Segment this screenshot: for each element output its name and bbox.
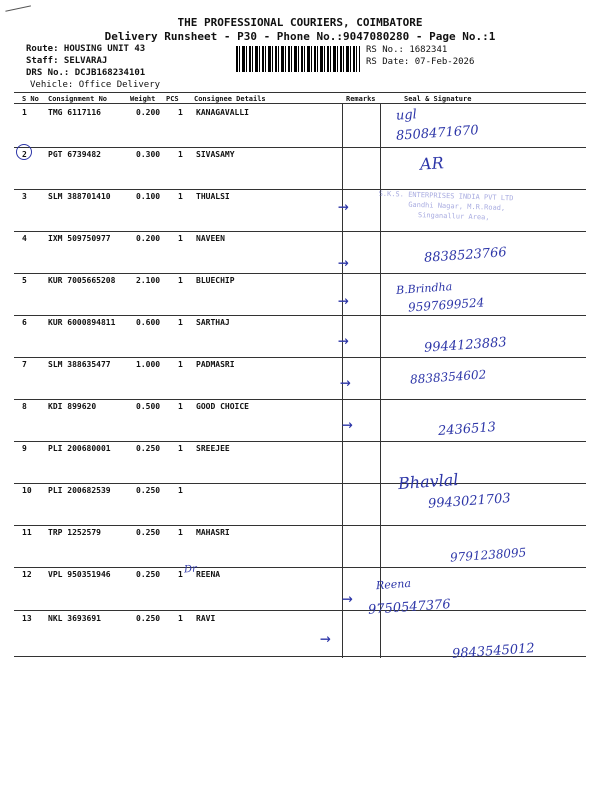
row-sno: 12: [22, 570, 32, 579]
route-text: Route: HOUSING UNIT 43: [26, 44, 146, 54]
row-consignment-no: KDI 899620: [48, 402, 97, 411]
col-header-sno: S No: [22, 95, 39, 103]
arrow-6: →: [338, 330, 349, 351]
row-weight: 0.250: [136, 570, 161, 579]
row-divider: [14, 315, 586, 316]
drs-text: DRS No.: DCJB168234101: [26, 68, 146, 78]
rs-date: RS Date: 07-Feb-2026: [366, 57, 475, 67]
row-consignment-no: NKL 3693691: [48, 614, 101, 623]
row-consignment-no: IXM 509750977: [48, 234, 111, 243]
row-divider: [14, 525, 586, 526]
row-consignment-no: KUR 6000894811: [48, 318, 116, 327]
row-consignee: RAVI: [196, 614, 216, 623]
stamp-line-2: Gandhi Nagar, M.R.Road,: [408, 200, 506, 213]
signature-divider: [380, 103, 381, 658]
row-divider: [14, 441, 586, 442]
row-divider: [14, 189, 586, 190]
signature-1-name: ugl: [395, 107, 418, 124]
row-sno: 8: [22, 402, 27, 411]
company-title: THE PROFESSIONAL COURIERS, COIMBATORE: [177, 16, 423, 29]
row-pcs: 1: [178, 318, 183, 327]
row-divider: [14, 357, 586, 358]
row-consignment-no: PLI 200680001: [48, 444, 111, 453]
arrow-5: →: [338, 290, 349, 311]
signature-5-name: B.Brindha: [395, 280, 453, 297]
rs-number: RS No.: 1682341: [366, 45, 448, 55]
row-consignment-no: VPL 950351946: [48, 570, 111, 579]
row-divider: [14, 399, 586, 400]
row-consignment-no: PGT 6739482: [48, 150, 101, 159]
row-consignee: PADMASRI: [196, 360, 235, 369]
arrow-13: →: [320, 628, 331, 649]
row-pcs: 1: [178, 150, 183, 159]
row-consignment-no: SLM 388635477: [48, 360, 111, 369]
col-header-remarks: Remarks: [346, 95, 376, 103]
row-sno: 7: [22, 360, 27, 369]
runsheet-subtitle: Delivery Runsheet - P30 - Phone No.:9047080280 - Page No.:1: [104, 30, 496, 43]
row-pcs: 1: [178, 234, 183, 243]
row-weight: 2.100: [136, 276, 161, 285]
row-divider: [14, 147, 586, 148]
signature-8: 2436513: [437, 419, 497, 440]
row-weight: 0.600: [136, 318, 161, 327]
row-pcs: 1: [178, 360, 183, 369]
arrow-7: →: [340, 372, 351, 393]
row-consignee: BLUECHIP: [196, 276, 235, 285]
row-consignee: GOOD CHOICE: [196, 402, 249, 411]
row-weight: 0.500: [136, 402, 161, 411]
row-sno: 11: [22, 528, 32, 537]
signature-4: 8838523766: [423, 245, 508, 266]
row-consignee: THUALSI: [196, 192, 230, 201]
circled-mark: [16, 144, 32, 160]
row-weight: 0.100: [136, 192, 161, 201]
row-sno: 9: [22, 444, 27, 453]
header-bottom-border: [14, 103, 586, 104]
signature-5-phone: 9597699524: [407, 295, 485, 315]
row-sno: 13: [22, 614, 32, 623]
row-sno: 6: [22, 318, 27, 327]
row-sno: 1: [22, 108, 27, 117]
row-pcs: 1: [178, 192, 183, 201]
arrow-8: →: [342, 414, 353, 435]
col-header-pcs: PCS: [166, 95, 179, 103]
barcode: [236, 46, 360, 72]
staff-text: Staff: SELVARAJ: [26, 56, 108, 66]
arrow-4: →: [338, 252, 349, 273]
row-consignee: MAHASRI: [196, 528, 230, 537]
col-header-signature: Seal & Signature: [404, 95, 472, 103]
row-sno: 4: [22, 234, 27, 243]
row-weight: 0.250: [136, 614, 161, 623]
row-sno: 3: [22, 192, 27, 201]
row-weight: 0.250: [136, 444, 161, 453]
row-sno: 2: [22, 150, 27, 159]
row-sno: 5: [22, 276, 27, 285]
col-header-consignee: Consignee Details: [194, 95, 266, 103]
row-pcs: 1: [178, 614, 183, 623]
mark-12: Dr: [183, 563, 198, 576]
row-consignment-no: PLI 200682539: [48, 486, 111, 495]
row-consignee: SARTHAJ: [196, 318, 230, 327]
row-weight: 0.250: [136, 486, 161, 495]
col-header-consignment: Consignment No: [48, 95, 108, 103]
signature-7: 8838354602: [409, 367, 487, 387]
row-pcs: 1: [178, 402, 183, 411]
signature-12-name: Reena: [375, 576, 412, 593]
row-consignment-no: SLM 388701410: [48, 192, 111, 201]
signature-2: AR: [419, 153, 445, 174]
row-pcs: 1: [178, 276, 183, 285]
row-consignee: SIVASAMY: [196, 150, 235, 159]
vehicle-text: Vehicle: Office Delivery: [30, 80, 161, 90]
row-sno: 10: [22, 486, 32, 495]
signature-9-name: Bhavlal: [397, 469, 460, 494]
row-weight: 1.000: [136, 360, 161, 369]
stamp-line-3: Singanallur Area,: [417, 211, 490, 222]
col-header-weight: Weight: [130, 95, 156, 103]
signature-13: 9843545012: [451, 641, 536, 662]
row-consignment-no: KUR 7005665208: [48, 276, 116, 285]
arrow-12: →: [342, 588, 353, 609]
row-pcs: 1: [178, 570, 183, 579]
signature-1-phone: 8508471670: [395, 123, 480, 144]
company-stamp: [377, 189, 568, 240]
table-top-border: [14, 92, 586, 93]
stamp-line-1: S.K.S. ENTERPRISES INDIA PVT LTD: [378, 189, 514, 203]
row-weight: 0.200: [136, 234, 161, 243]
row-weight: 0.300: [136, 150, 161, 159]
row-divider: [14, 610, 586, 611]
row-consignment-no: TRP 1252579: [48, 528, 101, 537]
row-consignee: REENA: [196, 570, 221, 579]
signature-6: 9944123883: [423, 335, 508, 356]
row-weight: 0.250: [136, 528, 161, 537]
row-pcs: 1: [178, 486, 183, 495]
row-consignee: NAVEEN: [196, 234, 225, 243]
row-divider: [14, 567, 586, 568]
signature-12-phone: 9750547376: [367, 597, 452, 618]
row-pcs: 1: [178, 528, 183, 537]
row-consignee: SREEJEE: [196, 444, 230, 453]
row-consignment-no: TMG 6117116: [48, 108, 101, 117]
signature-10-phone: 9943021703: [427, 491, 512, 512]
row-pcs: 1: [178, 444, 183, 453]
row-divider: [14, 483, 586, 484]
row-divider: [14, 273, 586, 274]
row-weight: 0.200: [136, 108, 161, 117]
row-consignee: KANAGAVALLI: [196, 108, 249, 117]
row-pcs: 1: [178, 108, 183, 117]
arrow-3: →: [338, 196, 349, 217]
signature-11: 9791238095: [449, 545, 527, 565]
